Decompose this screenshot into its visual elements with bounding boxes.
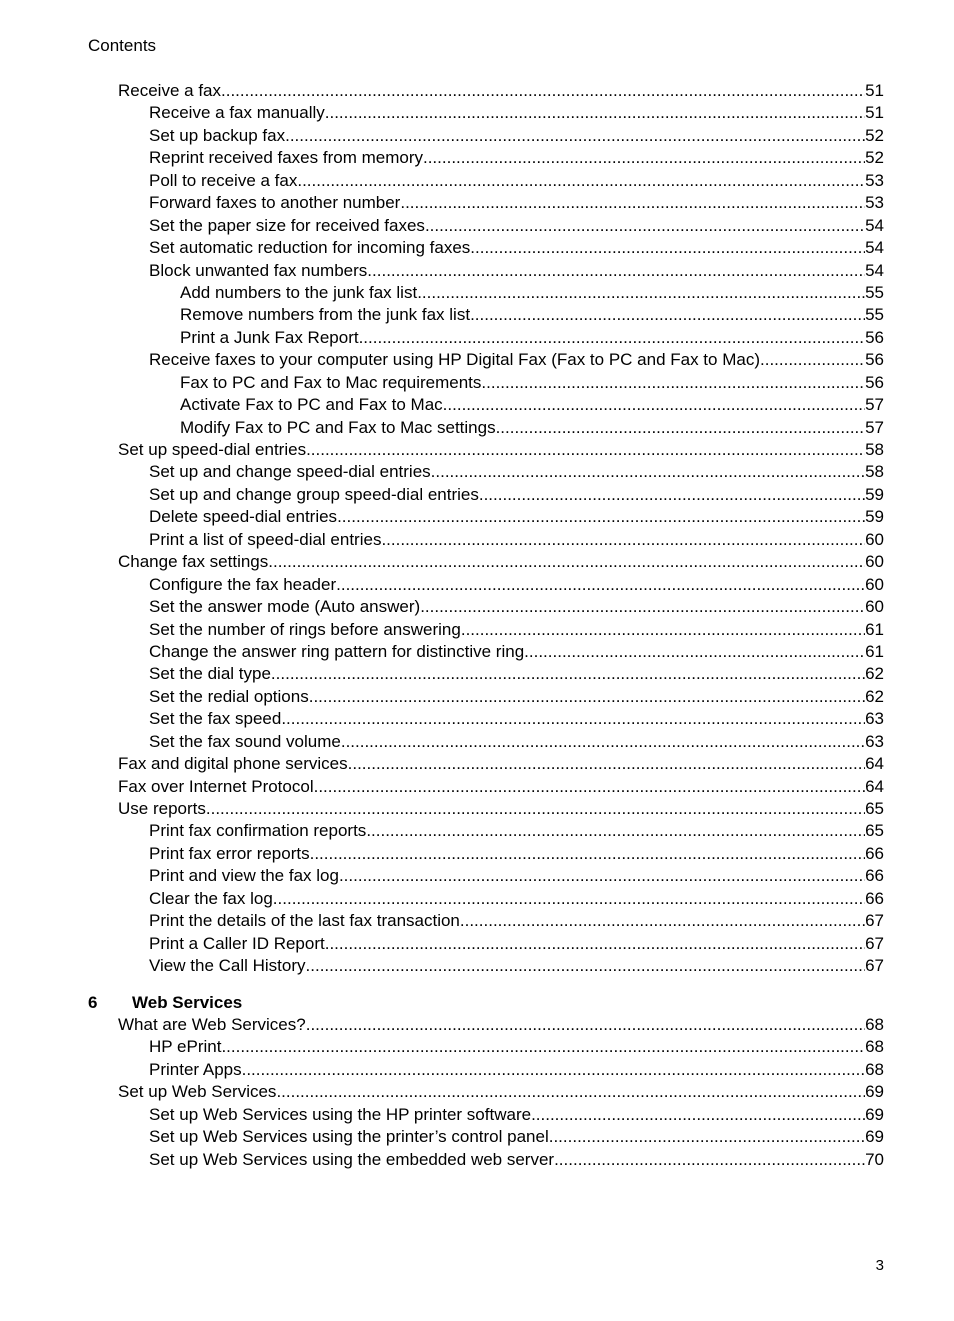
- toc-entry-page-number: 62: [865, 686, 884, 706]
- toc-entry-page-number: 70: [865, 1149, 884, 1169]
- toc-entry-page-number: 58: [865, 462, 884, 482]
- dot-leader: [481, 372, 865, 394]
- toc-entry-page-number: 62: [865, 664, 884, 684]
- toc-entry-title: Set up Web Services: [118, 1082, 277, 1102]
- toc-entry[interactable]: [0, 215, 954, 237]
- toc-entry-title: Print a Junk Fax Report: [180, 327, 359, 347]
- toc-entry-page-number: 53: [865, 193, 884, 213]
- dot-leader: [367, 260, 865, 282]
- toc-entry-title: Print the details of the last fax transaction: [149, 911, 460, 931]
- toc-entry[interactable]: [0, 1126, 954, 1148]
- toc-entry[interactable]: [0, 192, 954, 214]
- page-number: 3: [875, 1257, 884, 1274]
- toc-entry[interactable]: [0, 372, 954, 394]
- toc-entry[interactable]: [0, 282, 954, 304]
- dot-leader: [341, 731, 865, 753]
- toc-entry-title: Set the fax sound volume: [149, 731, 341, 751]
- toc-entry[interactable]: [0, 506, 954, 528]
- dot-leader: [470, 304, 865, 326]
- toc-entry-page-number: 56: [865, 350, 884, 370]
- dot-leader: [381, 529, 865, 551]
- toc-entry[interactable]: [0, 641, 954, 663]
- dot-leader: [366, 820, 865, 842]
- toc-entry-page-number: 67: [865, 911, 884, 931]
- dot-leader: [400, 192, 865, 214]
- toc-entry[interactable]: [0, 731, 954, 753]
- toc-entry-page-number: 54: [865, 215, 884, 235]
- dot-leader: [554, 1149, 865, 1171]
- dot-leader: [460, 910, 865, 932]
- dot-leader: [281, 708, 865, 730]
- toc-entry[interactable]: [0, 843, 954, 865]
- toc-entry-title: Print fax confirmation reports: [149, 821, 367, 841]
- toc-entry-title: Set the paper size for received faxes: [149, 215, 425, 235]
- toc-entry[interactable]: [0, 147, 954, 169]
- toc-entry-page-number: 53: [865, 170, 884, 190]
- toc-entry-page-number: 58: [865, 440, 884, 459]
- toc-entry-title: Receive a fax: [118, 81, 221, 100]
- dot-leader: [310, 843, 865, 865]
- dot-leader: [271, 663, 865, 685]
- toc-entry[interactable]: [0, 394, 954, 416]
- toc-entry[interactable]: [0, 170, 954, 192]
- toc-entry-title: Configure the fax header: [149, 574, 337, 594]
- toc-entry-title: Poll to receive a fax: [149, 170, 298, 190]
- toc-entry[interactable]: [0, 933, 954, 955]
- toc-entry-page-number: 60: [865, 529, 884, 549]
- dot-leader: [359, 327, 866, 349]
- toc-entry-page-number: 63: [865, 709, 884, 729]
- dot-leader: [479, 484, 865, 506]
- toc-entry-title: Change the answer ring pattern for distinctive ring: [149, 641, 525, 661]
- toc-entry-page-number: 68: [865, 1059, 884, 1079]
- dot-leader: [325, 102, 865, 124]
- toc-entry-title: Set the redial options: [149, 686, 309, 706]
- toc-entry[interactable]: [0, 1059, 954, 1081]
- dot-leader: [306, 439, 865, 461]
- dot-leader: [423, 147, 865, 169]
- toc-entry[interactable]: [0, 1104, 954, 1126]
- dot-leader: [242, 1059, 865, 1081]
- toc-entry-title: Set the dial type: [149, 664, 271, 684]
- toc-entry-page-number: 52: [865, 125, 884, 145]
- dot-leader: [268, 551, 865, 573]
- toc-entry[interactable]: [0, 910, 954, 932]
- dot-leader: [221, 80, 865, 102]
- toc-entry-page-number: 66: [865, 866, 884, 886]
- toc-entry-page-number: 61: [865, 619, 884, 639]
- toc-entry[interactable]: [0, 80, 954, 102]
- toc-entry-title: Set the fax speed: [149, 709, 282, 729]
- toc-entry-title: Remove numbers from the junk fax list: [180, 305, 471, 325]
- toc-entry[interactable]: [0, 484, 954, 506]
- toc-entry-page-number: 67: [865, 956, 884, 976]
- toc-entry[interactable]: [0, 1081, 954, 1103]
- toc-entry-page-number: 57: [865, 417, 884, 437]
- dot-leader: [461, 619, 865, 641]
- toc-entry-page-number: 68: [865, 1037, 884, 1057]
- toc-entry-title: Print a Caller ID Report: [149, 933, 325, 953]
- toc-entry-page-number: 55: [865, 282, 884, 302]
- toc-entry-page-number: 60: [865, 552, 884, 572]
- toc-entry-title: What are Web Services?: [118, 1015, 306, 1034]
- dot-leader: [314, 776, 865, 798]
- toc-entry-page-number: 68: [865, 1015, 884, 1034]
- dot-leader: [496, 417, 866, 439]
- toc-entry-title: Printer Apps: [149, 1059, 242, 1079]
- toc-entry-page-number: 69: [865, 1104, 884, 1124]
- toc-entry-title: Set up and change speed-dial entries: [149, 462, 431, 482]
- toc-entry[interactable]: [0, 888, 954, 910]
- dot-leader: [431, 461, 865, 483]
- toc-entry-title: Use reports: [118, 799, 206, 818]
- toc-entry[interactable]: [0, 663, 954, 685]
- toc-entry-title: View the Call History: [149, 956, 306, 976]
- toc-entry-page-number: 64: [865, 776, 884, 796]
- dot-leader: [531, 1104, 865, 1126]
- toc-entry[interactable]: [0, 708, 954, 730]
- toc-entry[interactable]: [0, 417, 954, 439]
- toc-entry-page-number: 63: [865, 731, 884, 751]
- toc-entry[interactable]: [0, 237, 954, 259]
- toc-entry-page-number: 51: [865, 103, 884, 123]
- toc-entry-page-number: 55: [865, 305, 884, 325]
- dot-leader: [470, 237, 865, 259]
- toc-entry-title: Modify Fax to PC and Fax to Mac settings: [180, 417, 496, 437]
- toc-entry[interactable]: [0, 1036, 954, 1058]
- toc-entry-title: Fax to PC and Fax to Mac requirements: [180, 372, 482, 392]
- toc-entry-title: Set up backup fax: [149, 125, 286, 145]
- dot-leader: [524, 641, 865, 663]
- toc-entry-page-number: 54: [865, 260, 884, 280]
- running-head-title: Contents: [88, 36, 157, 55]
- dot-leader: [425, 215, 865, 237]
- dot-leader: [221, 1036, 865, 1058]
- toc-entry-page-number: 64: [865, 754, 884, 774]
- chapter-number: 6: [88, 993, 98, 1012]
- dot-leader: [549, 1126, 865, 1148]
- toc-entry[interactable]: [0, 304, 954, 326]
- toc-entry[interactable]: [0, 102, 954, 124]
- toc-entry[interactable]: [0, 955, 954, 977]
- toc-entry-title: Print a list of speed-dial entries: [149, 529, 382, 549]
- dot-leader: [297, 170, 865, 192]
- toc-entry-page-number: 69: [865, 1082, 884, 1102]
- dot-leader: [760, 349, 865, 371]
- dot-leader: [306, 1014, 865, 1036]
- toc-entry[interactable]: [0, 529, 954, 551]
- toc-entry[interactable]: [0, 574, 954, 596]
- toc-entry-title: Add numbers to the junk fax list: [180, 282, 418, 302]
- dot-leader: [325, 933, 865, 955]
- toc-entry-title: Change fax settings: [118, 552, 269, 572]
- toc-entry[interactable]: [0, 798, 954, 820]
- toc-entry-page-number: 65: [865, 821, 884, 841]
- toc-entry[interactable]: [0, 327, 954, 349]
- toc-entry-page-number: 65: [865, 799, 884, 818]
- toc-entry-page-number: 52: [865, 148, 884, 168]
- toc-entry[interactable]: [0, 753, 954, 775]
- toc-entry-page-number: 69: [865, 1127, 884, 1147]
- toc-entry-page-number: 54: [865, 238, 884, 258]
- toc-entry-title: Set up Web Services using the HP printer software: [149, 1104, 532, 1124]
- dot-leader: [417, 282, 865, 304]
- dot-leader: [336, 574, 865, 596]
- toc-entry-page-number: 66: [865, 843, 884, 863]
- toc-entry[interactable]: [0, 125, 954, 147]
- toc-entry[interactable]: [0, 596, 954, 618]
- toc-entry-title: Set the number of rings before answering: [149, 619, 461, 639]
- toc-entry-page-number: 61: [865, 641, 884, 661]
- toc-entry[interactable]: [0, 820, 954, 842]
- toc-section-web-services: [0, 1014, 954, 1171]
- toc-entry-page-number: 60: [865, 574, 884, 594]
- toc-entry-title: Forward faxes to another number: [149, 193, 401, 213]
- toc-entry[interactable]: [0, 349, 954, 371]
- toc-entry-page-number: 59: [865, 507, 884, 527]
- toc-entry-title: Set automatic reduction for incoming faxes: [149, 238, 471, 258]
- toc-entry-title: Block unwanted fax numbers: [149, 260, 368, 280]
- chapter-heading: [88, 992, 242, 1014]
- dot-leader: [206, 798, 865, 820]
- dot-leader: [337, 506, 865, 528]
- toc-entry-title: Activate Fax to PC and Fax to Mac: [180, 395, 443, 415]
- toc-entry[interactable]: [0, 1014, 954, 1036]
- toc-entry[interactable]: [0, 439, 954, 461]
- dot-leader: [420, 596, 865, 618]
- toc-entry[interactable]: [0, 551, 954, 573]
- toc-entry-title: Receive a fax manually: [149, 103, 325, 123]
- toc-entry[interactable]: [0, 1149, 954, 1171]
- toc-entry-title: Reprint received faxes from memory: [149, 148, 423, 168]
- toc-entry-title: Delete speed-dial entries: [149, 507, 338, 527]
- toc-entry-page-number: 57: [865, 395, 884, 415]
- toc-entry-page-number: 56: [865, 327, 884, 347]
- toc-entry-title: Set up and change group speed-dial entries: [149, 484, 479, 504]
- dot-leader: [339, 865, 865, 887]
- dot-leader: [348, 753, 865, 775]
- toc-entry-title: Print and view the fax log: [149, 866, 339, 886]
- toc-entry-title: Fax and digital phone services: [118, 754, 348, 774]
- dot-leader: [443, 394, 865, 416]
- toc-entry-page-number: 56: [865, 372, 884, 392]
- toc-entry[interactable]: [0, 686, 954, 708]
- toc-section-fax: [0, 80, 954, 978]
- toc-entry[interactable]: [0, 865, 954, 887]
- dot-leader: [285, 125, 865, 147]
- toc-entry-page-number: 66: [865, 888, 884, 908]
- toc-entry-title: HP ePrint: [149, 1037, 222, 1057]
- toc-entry-title: Fax over Internet Protocol: [118, 776, 314, 796]
- toc-entry-title: Set up Web Services using the printer’s control panel: [149, 1127, 549, 1147]
- toc-entry-title: Receive faxes to your computer using HP Digital Fax (Fax to PC and Fax to Mac): [149, 350, 760, 370]
- dot-leader: [309, 686, 865, 708]
- toc-entry-page-number: 51: [865, 81, 884, 100]
- dot-leader: [273, 888, 865, 910]
- toc-entry-title: Print fax error reports: [149, 843, 310, 863]
- toc-entry-page-number: 67: [865, 933, 884, 953]
- dot-leader: [276, 1081, 865, 1103]
- toc-entry[interactable]: [0, 776, 954, 798]
- chapter-title: Web Services: [132, 993, 243, 1012]
- toc-entry-title: Set up Web Services using the embedded web server: [149, 1149, 555, 1169]
- toc-entry-title: Set up speed-dial entries: [118, 440, 307, 459]
- dot-leader: [306, 955, 866, 977]
- toc-entry-page-number: 59: [865, 484, 884, 504]
- toc-entry[interactable]: [0, 260, 954, 282]
- toc-entry-title: Set the answer mode (Auto answer): [149, 597, 421, 617]
- toc-entry[interactable]: [0, 461, 954, 483]
- toc-entry-title: Clear the fax log: [149, 888, 273, 908]
- toc-entry-page-number: 60: [865, 597, 884, 617]
- toc-entry[interactable]: [0, 619, 954, 641]
